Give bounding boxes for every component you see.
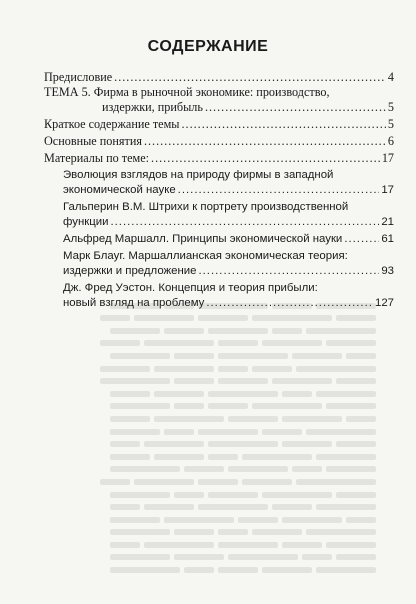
toc-entry-title: Эволюция взглядов на природу фирмы в западной	[63, 169, 334, 181]
toc-entry-topic-5	[44, 85, 394, 115]
dot-leader	[205, 100, 386, 115]
toc-entry-title: Марк Блауг. Маршаллианская экономическая теория:	[63, 250, 348, 262]
toc-entry-title: Предисловие	[44, 70, 113, 84]
toc-entry-title-continued: издержки, прибыль	[102, 100, 203, 114]
toc-entry-title: Гальперин В.М. Штрихи к портрету производственной	[63, 201, 349, 213]
toc-entry-page: 21	[381, 216, 394, 228]
toc-entry-blaug	[63, 249, 394, 279]
toc-entry-materials	[44, 151, 394, 166]
bleed-through-texture	[56, 300, 376, 577]
dot-leader	[151, 151, 380, 166]
dot-leader	[178, 183, 380, 198]
toc-entry-page: 17	[381, 151, 394, 165]
toc-entry-title: Альфред Маршалл. Принципы экономической науки	[63, 233, 343, 245]
dot-leader	[181, 117, 385, 132]
toc-entry-summary	[44, 117, 394, 132]
toc-entry-preface	[44, 70, 394, 85]
toc-entry-page: 127	[374, 297, 394, 309]
toc-entry-galperin	[63, 200, 394, 230]
page-title: СОДЕРЖАНИЕ	[147, 38, 269, 55]
toc-entry-title-continued: издержки и предложение	[63, 265, 197, 277]
toc-entry-marshall	[63, 232, 394, 247]
toc-entry-page: 93	[381, 265, 394, 277]
toc-entry-concepts	[44, 134, 394, 149]
toc-entry-page: 5	[387, 117, 394, 131]
toc-entry-title: Основные понятия	[44, 134, 142, 148]
toc-entry-page: 61	[381, 233, 394, 245]
toc-entry-title: Краткое содержание темы	[44, 117, 180, 131]
toc-entry-title: Дж. Фред Уэстон. Концепция и теория прибыли:	[63, 282, 318, 294]
table-of-contents	[44, 70, 394, 311]
toc-entry-page: 5	[387, 100, 394, 114]
toc-entry-evolution	[63, 168, 394, 198]
toc-entry-weston	[63, 281, 394, 311]
toc-entry-page: 4	[387, 70, 394, 84]
dot-leader	[198, 264, 379, 279]
toc-entry-title-continued: функции	[63, 216, 109, 228]
toc-entry-page: 6	[387, 134, 394, 148]
toc-entry-title: Материалы по теме:	[44, 151, 150, 165]
toc-entry-title: ТЕМА 5. Фирма в рыночной экономике: производство,	[44, 85, 330, 99]
dot-leader	[144, 134, 386, 149]
dot-leader	[110, 215, 379, 230]
dot-leader	[344, 232, 379, 247]
toc-entry-title-continued: экономической науке	[63, 184, 176, 196]
dot-leader	[114, 70, 386, 85]
toc-entry-page: 17	[381, 184, 394, 196]
toc-entry-title-continued: новый взгляд на проблему	[63, 297, 205, 309]
dot-leader	[206, 296, 373, 311]
